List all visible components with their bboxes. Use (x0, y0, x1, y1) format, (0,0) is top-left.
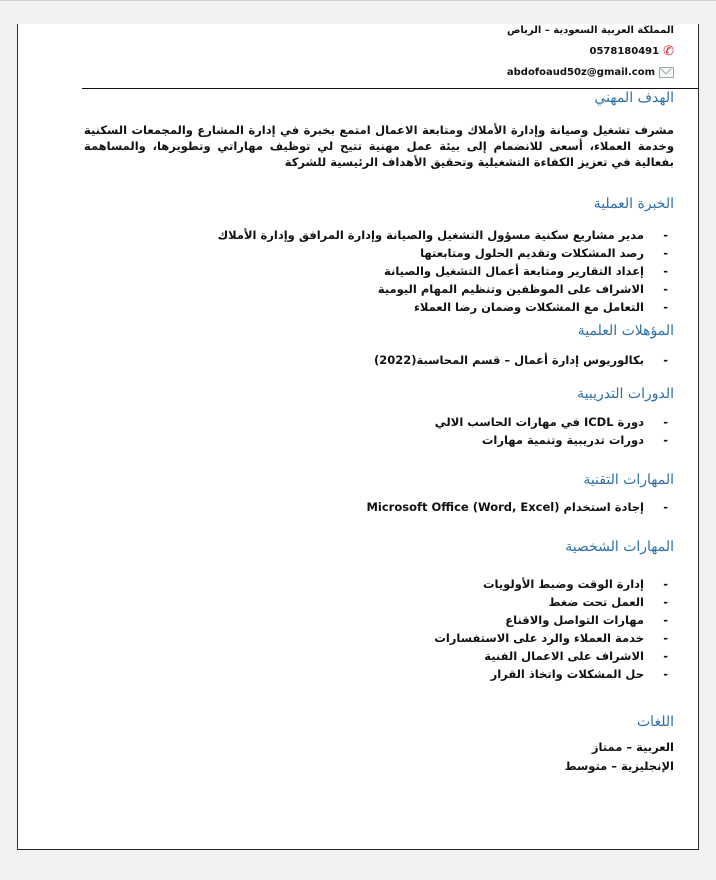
list-item: - إدارة الوقت وضبط الأولويات (434, 575, 674, 593)
list-item: - دورة ICDL في مهارات الحاسب الالي (435, 413, 674, 431)
viewer-top-edge (0, 0, 716, 1)
tech-skills-title: المهارات التقنية (583, 472, 674, 488)
list-item: - إجادة استخدام Microsoft Office (Word, Excel) (366, 498, 674, 516)
list-item: - خدمة العملاء والرد على الاستفسارات (434, 629, 674, 647)
experience-title: الخبرة العملية (593, 196, 674, 212)
languages-title: اللغات (637, 714, 674, 730)
list-item: - مهارات التواصل والاقناع (434, 611, 674, 629)
education-title: المؤهلات العلمية (577, 323, 674, 339)
list-item: - حل المشكلات واتخاذ القرار (434, 665, 674, 683)
contact-email (507, 62, 674, 83)
header-divider (82, 88, 698, 89)
contact-phone (507, 41, 674, 62)
courses-list (435, 413, 674, 449)
personal-skills-title: المهارات الشخصية (565, 539, 674, 555)
courses-title: الدورات التدريبية (577, 386, 674, 402)
objective-title: الهدف المهني (594, 90, 674, 106)
phone-text[interactable]: 0578180491 (589, 45, 660, 57)
experience-list (218, 226, 674, 316)
language-arabic: العربية – ممتاز (591, 740, 674, 754)
language-english: الإنجليزية – متوسط (564, 759, 674, 773)
list-item: - إعداد التقارير ومتابعة أعمال التشغيل والصيانة (218, 262, 674, 280)
list-item: - الاشراف على الاعمال الفنية (434, 647, 674, 665)
objective-text: مشرف تشغيل وصيانة وإدارة الأملاك ومتابعة الاعمال امتمع بخبرة في إدارة المشارع والمجمعات السكنية وخدمة العملاء، أسعى للانضمام إلى بيئة عمل مهنية تتيح لي توظيف مهاراتي وتطويرها، والمساهمة بفعالية في تعزيز الكفاءة التشغيلية وتحقيق الأهداف الرئيسية للشركة (84, 123, 674, 169)
list-item: - بكالوريوس إدارة أعمال – قسم المحاسبة(2022) (374, 351, 674, 369)
cv-page (17, 24, 699, 850)
list-item: - التعامل مع المشكلات وضمان رضا العملاء (218, 298, 674, 316)
email-icon (659, 67, 674, 78)
location-text: المملكة العربية السعودية – الرياض (506, 24, 674, 36)
personal-skills-list (434, 575, 674, 683)
list-item: - دورات تدريبية وتنمية مهارات (435, 431, 674, 449)
list-item: - رصد المشكلات وتقديم الحلول ومتابعتها (218, 244, 674, 262)
list-item: - العمل تحت ضغط (434, 593, 674, 611)
contact-location (507, 20, 674, 41)
education-list (374, 351, 674, 369)
contact-block (507, 20, 674, 83)
list-item: - الاشراف على الموظفين وتنظيم المهام اليومية (218, 280, 674, 298)
list-item: - مدير مشاريع سكنية مسؤول التشغيل والصيانة وإدارة المرافق وإدارة الأملاك (218, 226, 674, 244)
tech-skills-list (366, 498, 674, 516)
email-text[interactable]: abdofoaud50z@gmail.com (506, 66, 655, 78)
phone-icon: ✆ (663, 43, 674, 59)
